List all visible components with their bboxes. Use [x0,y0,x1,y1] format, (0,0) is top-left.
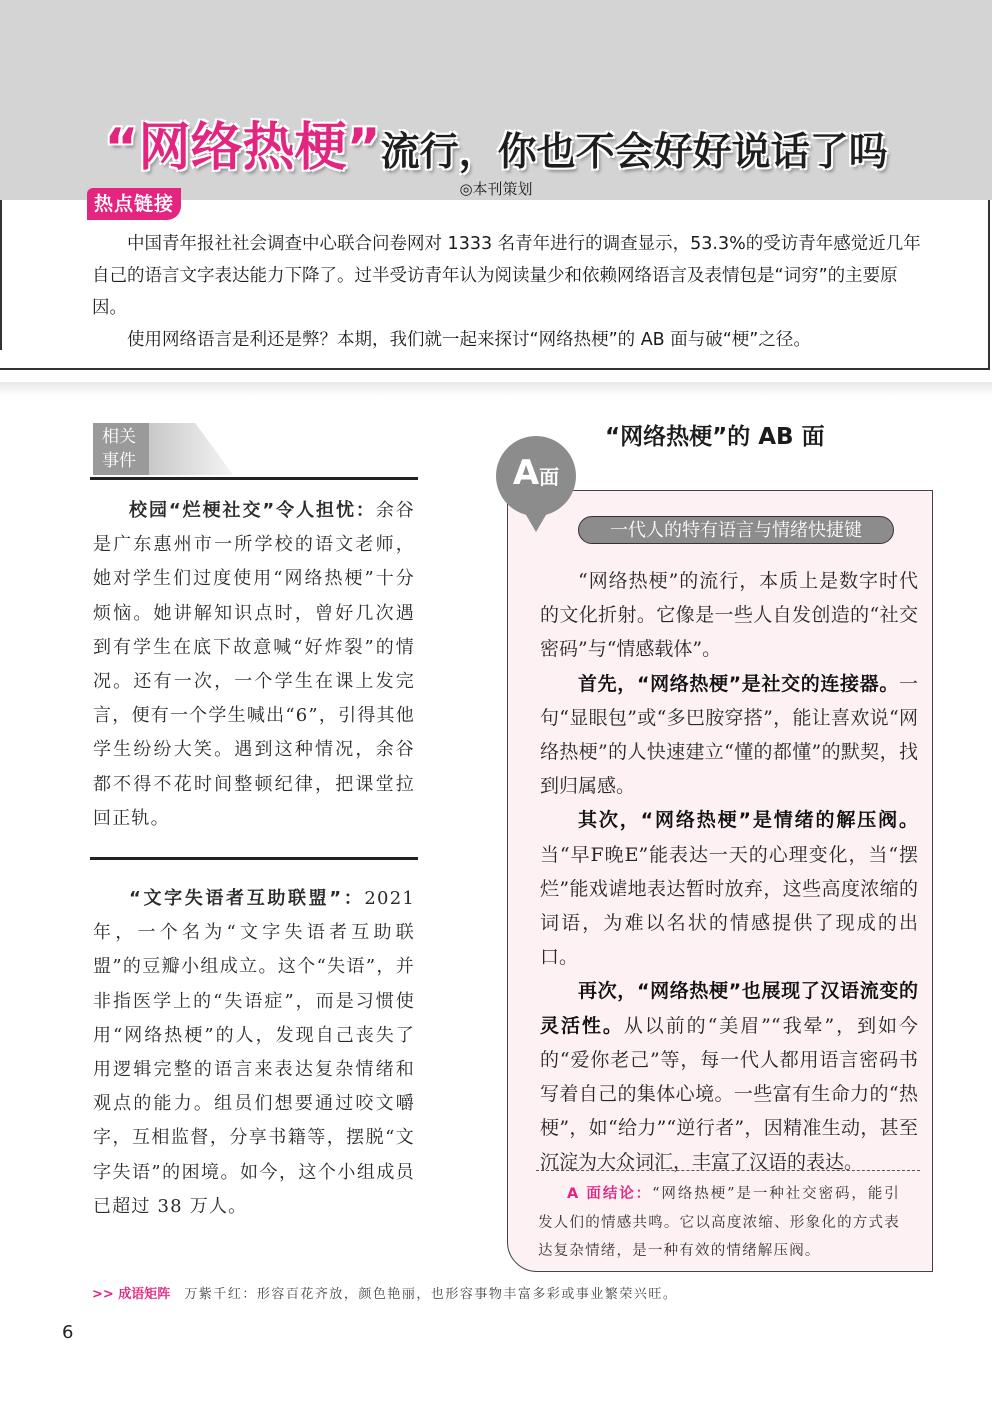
related-events-tag [93,423,233,475]
idiom-matrix [92,1283,932,1302]
related-events-tag-box [93,423,149,475]
a-side-paragraph-2-body: 一句“显眼包”或“多巴胺穿搭”，能让喜欢说“网络热梗”的人快速建立“懂的都懂”的默契，找到归属感。 [540,672,918,798]
section-divider [0,382,992,396]
hot-link-paragraph: 中国青年报社社会调查中心联合问卷网对 1333 名青年进行的调查显示，53.3%的受访青年感觉近几年自己的语言文字表达能力下降了。过半受访青年认为阅读量少和依赖网络语言及表情包是“词穷”的主要原因。 [92,234,921,318]
a-side-paragraph-2-head: 首先，“网络热梗”是社交的连接器。 [578,672,899,695]
a-bubble-suffix: 面 [539,465,560,489]
a-side-paragraph-4-body: 从以前的“美眉”“我晕”，到如今的“爱你老己”等，每一代人都用语言密码书写着自己的集体心境。一些富有生命力的“热梗”，如“给力”“逆行者”，因精准生动，甚至沉淀为大众词汇，丰富了汉语的表达。 [540,1014,918,1174]
a-side-paragraph-4-head: 再次，“网络热梗”也展现了汉语流变的灵活性。 [540,980,918,1037]
related-tag-shade [149,423,233,475]
a-side-paragraph-3-body: 当“早F晚E”能表达一天的心理变化，当“摆烂”能戏谑地表达暂时放弃，这些高度浓缩的词语，为难以名状的情感提供了现成的出口。 [540,843,918,969]
a-side-bubble [496,436,576,516]
a-side-paragraph-4 [540,974,918,1179]
related-item-2 [93,882,415,1224]
related-tag-line1: 相关 [102,427,136,447]
conclusion-text: “网络热梗”是一种社交密码，能引发人们的情感共鸣。它以高度浓缩、形象化的方式表达复杂情绪，是一种有效的情绪解压阀。 [538,1186,900,1259]
page-title [0,105,992,180]
a-side-conclusion [538,1180,900,1266]
conclusion-label: A 面结论： [567,1186,653,1202]
a-side-paragraph-3-head: 其次，“网络热梗”是情绪的解压阀。 [578,809,918,832]
page-number: 6 [62,1322,74,1343]
a-side-text [540,564,918,1180]
related-item-2-body: 2021年，一个名为“文字失语者互助联盟”的豆瓣小组成立。这个“失语”，并非指医学上的“失语症”，而是习惯使用“网络热梗”的人，发现自己丧失了用逻辑完整的语言来表达复杂情绪和观点的能力。组员们想要通过咬文嚼字，互相监督，分享书籍等，摆脱“文字失语”的困境。如今，这个小组成员已超过 38 万人。 [93,888,415,1217]
middle-rule [90,857,418,860]
a-side-paragraph-3 [540,803,918,974]
related-tag-line2: 事件 [102,451,136,471]
a-bubble-letter: A [512,453,540,493]
related-item-1 [93,494,415,836]
a-side-subtitle-pill: 一代人的特有语言与情绪快捷键 [578,516,894,544]
title-highlight: “网络热梗” [104,118,381,178]
title-rest: 流行，你也不会好好说话了吗 [380,130,888,175]
related-item-1-head: 校园“烂梗社交”令人担忧： [129,500,376,521]
idiom-label: >> 成语矩阵 [92,1287,171,1302]
a-side-paragraph-1: “网络热梗”的流行，本质上是数字时代的文化折射。它像是一些人自发创造的“社交密码”与“情感载体”。 [540,570,918,661]
hot-link-tag: 热点链接 [87,188,181,220]
planner-credit: ◎本刊策划 [459,180,533,198]
a-side-paragraph-2 [540,667,918,804]
top-rule [90,477,418,480]
related-item-1-body: 余谷是广东惠州市一所学校的语文老师，她对学生们过度使用“网络热梗”十分烦恼。她讲解知识点时，曾好几次遇到有学生在底下故意喊“好炸裂”的情况。还有一次，一个学生在课上发完言，便有一个学生喊出“6”，引得其他学生纷纷大笑。遇到这种情况，余谷都不得不花时间整顿纪律，把课堂拉回正轨。 [93,500,415,829]
hot-link-frame-left [0,200,2,350]
idiom-text: 万紫千红：形容百花齐放，颜色艳丽，也形容事物丰富多彩或事业繁荣兴旺。 [184,1287,678,1302]
ab-section-title: “网络热梗”的 AB 面 [605,424,825,450]
related-item-2-head: “文字失语者互助联盟”： [129,888,365,909]
hot-link-text [92,228,922,356]
hot-link-paragraph: 使用网络语言是利还是弊？本期，我们就一起来探讨“网络热梗”的 AB 面与破“梗”之径。 [127,330,811,350]
conclusion-divider [536,1170,920,1171]
